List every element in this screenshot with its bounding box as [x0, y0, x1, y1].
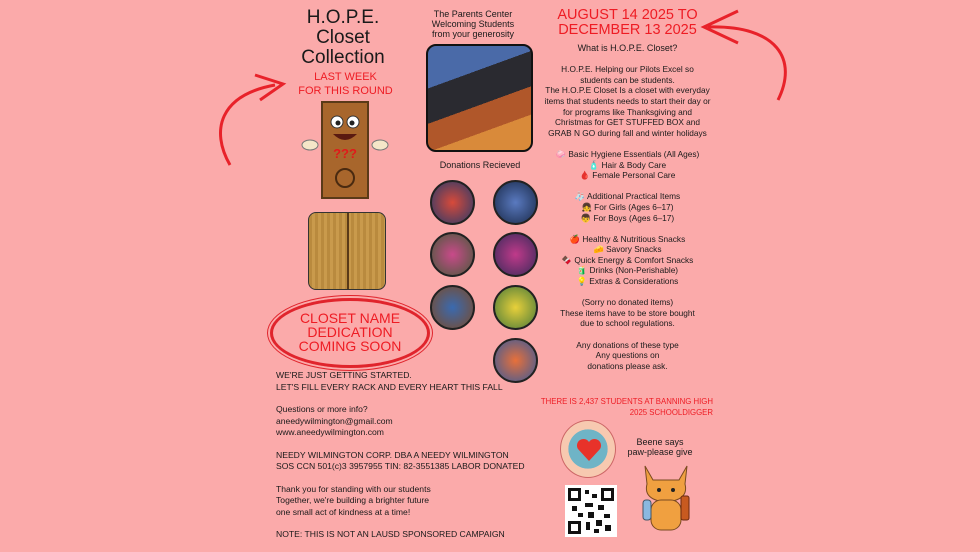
text-line: items that students needs to start their day or	[544, 95, 711, 106]
student-count-line: THERE IS 2,437 STUDENTS AT BANNING HIGH	[540, 397, 713, 406]
campaign-dates	[545, 8, 710, 38]
text-line: donations please ask.	[587, 360, 668, 371]
qr-code[interactable]	[565, 485, 617, 537]
text-line: 👧 For Girls (Ages 6–17)	[581, 201, 674, 212]
student-count	[535, 397, 713, 418]
store-bought-note	[535, 297, 720, 329]
donation-photo	[493, 232, 538, 277]
caption-line: from your generosity	[431, 29, 515, 39]
text-line: Together, we're building a brighter future	[276, 495, 430, 505]
donation-photo	[430, 285, 475, 330]
caption-line: paw-please give	[627, 447, 693, 457]
disclaimer: NOTE: THIS IS NOT AN LAUSD SPONSORED CAMPAIGN	[276, 529, 505, 539]
text-line: LET'S FILL EVERY RACK AND EVERY HEART THIS FALL	[276, 381, 503, 392]
cat-mascot-illustration	[635, 460, 697, 536]
text-line: GRAB N GO during fall and winter holidays	[548, 127, 707, 138]
date-line: DECEMBER 13 2025	[558, 22, 697, 38]
donation-photo	[430, 232, 475, 277]
email-link[interactable]: aneedywilmington@gmail.com	[276, 415, 393, 426]
text-line: 🧼 Basic Hygiene Essentials (All Ages)	[555, 148, 700, 159]
text-line: SOS CCN 501(c)3 3957955 TIN: 82-3551385 LABOR DONATED	[276, 461, 525, 471]
door-mascot-illustration	[300, 100, 390, 200]
dedication-text	[270, 311, 430, 353]
website-link[interactable]: www.aneedywilmington.com	[276, 427, 384, 437]
closet-door-photo	[308, 212, 386, 290]
section-heading: What is H.O.P.E. Closet?	[577, 43, 678, 53]
text-line: H.O.P.E. Helping our Pilots Excel so	[561, 64, 694, 75]
practical-list	[535, 191, 720, 223]
text-line: 🩸 Female Personal Care	[579, 170, 676, 181]
parents-center-caption	[418, 9, 528, 39]
donation-photo	[493, 180, 538, 225]
page-title	[283, 8, 403, 68]
text-line: one small act of kindness at a time!	[276, 506, 411, 517]
beene-caption	[615, 437, 705, 457]
text-line: due to school regulations.	[580, 318, 675, 329]
left-body-text	[276, 370, 536, 552]
donation-photo	[430, 180, 475, 225]
notice-line: LAST WEEK	[314, 71, 377, 83]
caption-line: Welcoming Students	[431, 19, 515, 29]
dedication-line: DEDICATION	[307, 324, 393, 340]
title-line: H.O.P.E.	[306, 7, 380, 28]
text-line: Any donations of these type	[576, 339, 679, 350]
caption-line: The Parents Center	[433, 9, 513, 19]
title-line: Collection	[301, 47, 385, 68]
student-source-line: 2025 SCHOOLDIGGER	[629, 407, 713, 417]
text-line: 👦 For Boys (Ages 6–17)	[580, 212, 675, 223]
text-line: 🍫 Quick Energy & Comfort Snacks	[561, 254, 694, 265]
notice-line: FOR THIS ROUND	[298, 85, 393, 97]
text-line: Questions or more info?	[276, 404, 368, 414]
text-line: 🧃 Drinks (Non-Perishable)	[576, 265, 679, 276]
donations-label: Donations Recieved	[439, 160, 521, 170]
donation-photo	[493, 338, 538, 383]
text-line: 🧴 Hair & Body Care	[588, 159, 667, 170]
dedication-line: CLOSET NAME	[299, 310, 401, 326]
questions-note	[535, 340, 720, 372]
intro-paragraph	[535, 64, 720, 138]
text-line: (Sorry no donated items)	[581, 297, 674, 308]
right-body-text	[535, 43, 720, 382]
text-line: 🧀 Savory Snacks	[593, 244, 662, 255]
left-arrow-icon	[205, 70, 290, 170]
dedication-line: COMING SOON	[298, 338, 402, 354]
text-line: Thank you for standing with our students	[276, 483, 431, 494]
text-line: 💡 Extras & Considerations	[576, 276, 679, 287]
snacks-list	[535, 234, 720, 287]
text-line: The H.O.P.E Closet Is a closet with everyday	[545, 85, 710, 96]
text-line: NEEDY WILMINGTON CORP. DBA A NEEDY WILMINGTON	[276, 449, 509, 460]
last-week-notice	[283, 70, 408, 98]
text-line: Any questions on	[595, 350, 660, 361]
text-line: students can be students.	[580, 74, 675, 85]
question-marks: ???	[333, 146, 357, 161]
title-line: Closet	[316, 27, 370, 48]
text-line: WE'RE JUST GETTING STARTED.	[276, 370, 412, 380]
text-line: Christmas for GET STUFFED BOX and	[554, 117, 701, 128]
caption-line: Beene says	[636, 437, 684, 447]
text-line: 🧦 Additional Practical Items	[574, 191, 681, 202]
donation-photo	[493, 285, 538, 330]
date-line: AUGUST 14 2025 TO	[557, 7, 698, 23]
hygiene-list	[535, 149, 720, 181]
text-line: for programs like Thanksgiving and	[563, 106, 692, 117]
parents-center-photo	[426, 44, 533, 152]
needy-wilmington-logo	[560, 420, 616, 478]
text-line: These items have to be store bought	[560, 307, 695, 318]
text-line: 🍎 Healthy & Nutritious Snacks	[569, 233, 686, 244]
